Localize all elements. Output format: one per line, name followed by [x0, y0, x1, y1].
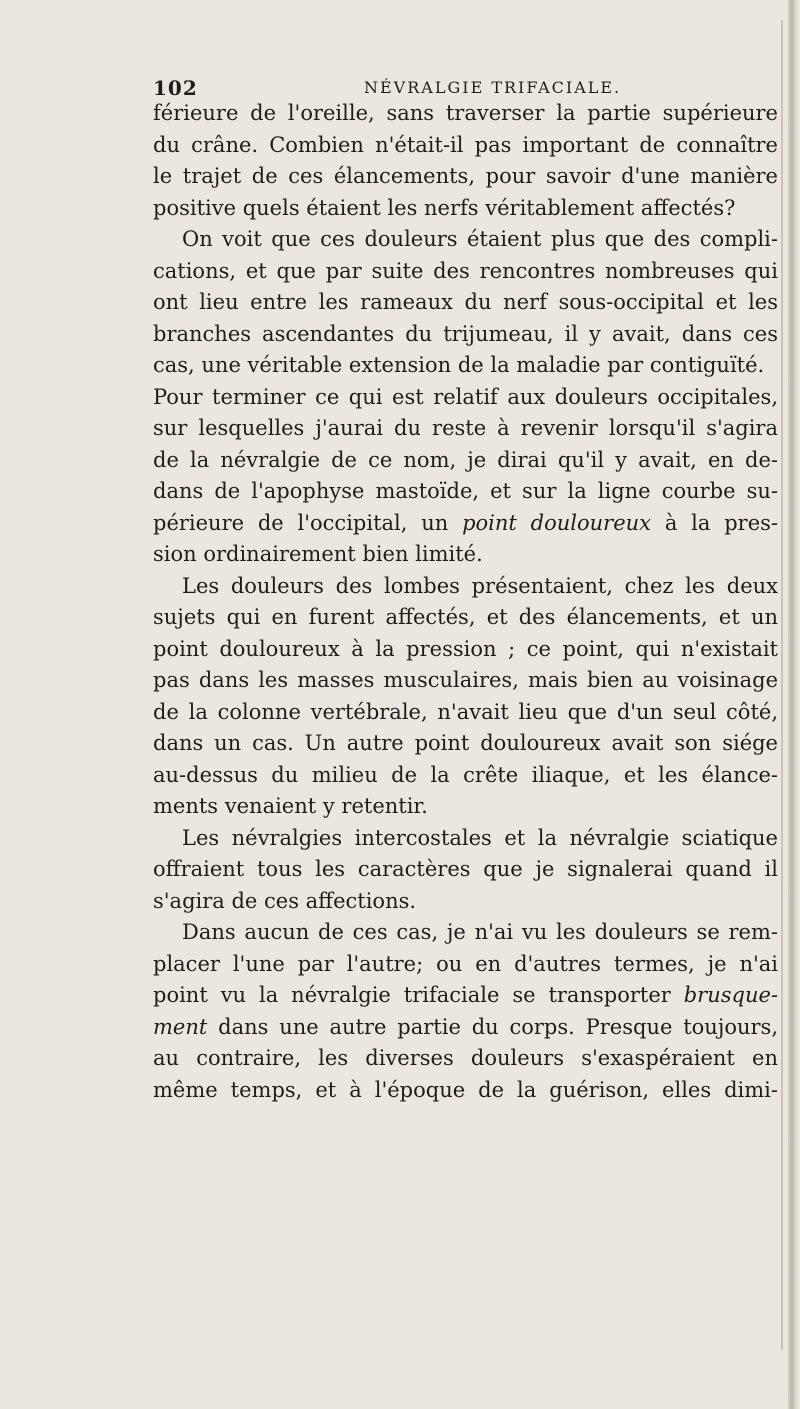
line-text: Pour terminer ce qui est relatif aux douleurs occipitales, — [153, 384, 778, 409]
line-text: sur lesquelles j'aurai du reste à revenir lorsqu'il s'agira — [153, 416, 778, 440]
line-text-after: dans une autre partie du corps. Presque toujours, — [207, 1014, 778, 1039]
text-line — [153, 319, 778, 351]
line-text: le trajet de ces élancements, pour savoir d'une manière — [153, 164, 778, 188]
line-text: cations, et que par suite des rencontres nombreuses qui — [153, 258, 778, 283]
text-line — [153, 256, 778, 288]
line-text: de la névralgie de ce nom, je dirai qu'il y avait, en de- — [153, 447, 778, 472]
line-text: point vu la névralgie trifaciale se transporter — [153, 983, 684, 1007]
text-line — [153, 161, 778, 193]
text-line — [153, 980, 778, 1012]
text-line — [153, 476, 778, 508]
page-edge — [788, 0, 800, 1409]
page-number: 102 — [153, 76, 198, 100]
line-text: périeure de l'occipital, un — [153, 510, 463, 535]
italic-phrase: point douloureux — [462, 510, 652, 535]
text-line — [153, 445, 778, 477]
text-line — [153, 193, 778, 225]
line-text: férieure de l'oreille, sans traverser la partie supérieure — [153, 101, 778, 125]
line-text: placer l'une par l'autre; ou en d'autres termes, je n'ai — [153, 951, 778, 976]
text-line — [153, 728, 778, 760]
text-line — [153, 760, 778, 792]
text-line — [153, 1012, 778, 1044]
line-text: Les névralgies intercostales et la névralgie sciatique — [182, 825, 778, 850]
page-gutter-line — [781, 20, 783, 1350]
line-text: positive quels étaient les nerfs véritablement affectés? — [153, 195, 736, 220]
line-text: au contraire, les diverses douleurs s'exaspéraient en — [153, 1046, 778, 1070]
text-line — [153, 1043, 778, 1075]
line-text: sion ordinairement bien limité. — [153, 542, 483, 566]
text-line — [153, 130, 778, 162]
line-text: On voit que ces douleurs étaient plus que des compli- — [182, 227, 778, 251]
text-line — [153, 508, 778, 540]
text-line — [153, 854, 778, 886]
line-text: sujets qui en furent affectés, et des élancements, et un — [153, 605, 778, 629]
text-line — [153, 382, 778, 414]
line-text: dans un cas. Un autre point douloureux avait son siége — [153, 731, 778, 755]
text-line — [153, 886, 778, 918]
line-text: Dans aucun de ces cas, je n'ai vu les douleurs se rem- — [182, 920, 778, 944]
line-text-after: à la pres- — [651, 510, 778, 535]
line-text: cas, une véritable extension de la maladie par contiguïté. — [153, 353, 765, 377]
line-text: offraient tous les caractères que je signalerai quand il — [153, 857, 778, 881]
line-text: ont lieu entre les rameaux du nerf sous-occipital et les — [153, 290, 778, 314]
text-line — [153, 98, 778, 130]
line-text: Les douleurs des lombes présentaient, chez les deux — [182, 573, 778, 598]
text-line — [153, 539, 778, 571]
text-line — [153, 823, 778, 855]
line-text: ments venaient y retentir. — [153, 794, 428, 818]
text-line — [153, 634, 778, 666]
line-text: du crâne. Combien n'était-il pas important de connaître — [153, 132, 778, 157]
line-text: branches ascendantes du trijumeau, il y avait, dans ces — [153, 321, 778, 346]
text-line — [153, 949, 778, 981]
line-text: dans de l'apophyse mastoïde, et sur la ligne courbe su- — [153, 479, 778, 503]
text-line — [153, 224, 778, 256]
line-text: au-dessus du milieu de la crête iliaque, et les élance- — [153, 762, 778, 787]
text-line — [153, 602, 778, 634]
line-text: même temps, et à l'époque de la guérison, elles dimi- — [153, 1077, 778, 1102]
text-line — [153, 917, 778, 949]
text-line — [153, 791, 778, 823]
text-line — [153, 1075, 778, 1107]
italic-phrase: ment — [153, 1014, 208, 1039]
text-line — [153, 697, 778, 729]
line-text: de la colonne vertébrale, n'avait lieu que d'un seul côté, — [153, 699, 778, 724]
line-text: s'agira de ces affections. — [153, 888, 417, 913]
body-text — [153, 98, 778, 1106]
line-text: point douloureux à la pression ; ce point, qui n'existait — [153, 636, 778, 661]
text-line — [153, 350, 778, 382]
text-line — [153, 413, 778, 445]
text-line — [153, 571, 778, 603]
text-line — [153, 287, 778, 319]
italic-phrase: brusque- — [683, 983, 778, 1007]
text-line — [153, 665, 778, 697]
line-text: pas dans les masses musculaires, mais bien au voisinage — [153, 668, 778, 692]
running-title: NÉVRALGIE TRIFACIALE. — [364, 78, 622, 97]
